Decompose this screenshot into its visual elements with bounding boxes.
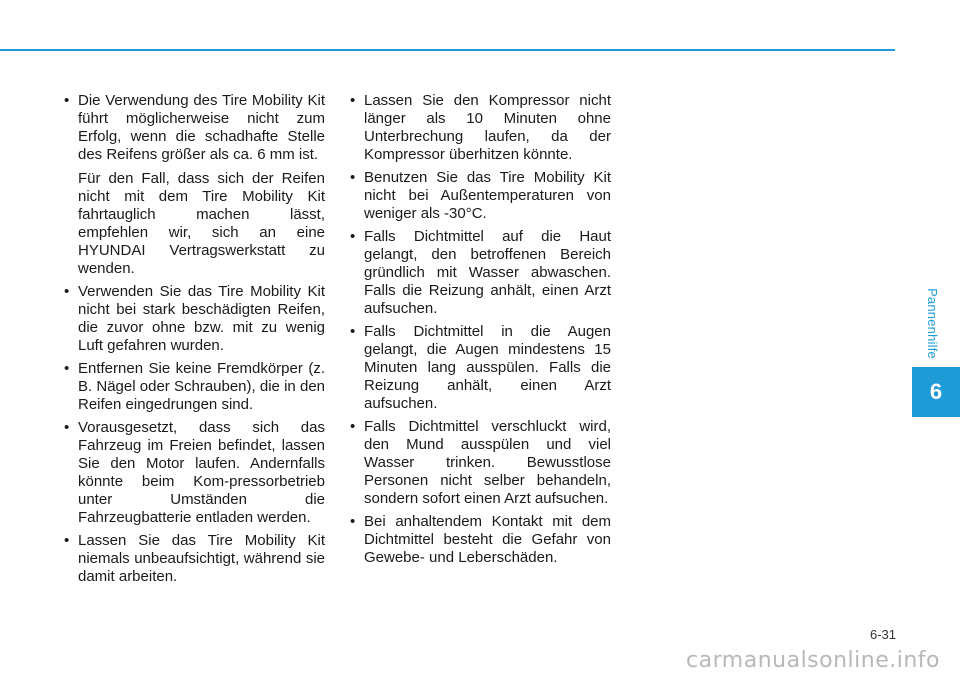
chapter-tab (912, 367, 960, 417)
bullet-paragraph: • Lassen Sie das Tire Mobility Kit niemals unbeaufsichtigt, während sie damit arbeiten. (78, 532, 325, 585)
bullet-paragraph: • Bei anhaltendem Kontakt mit dem Dichtmittel besteht die Gefahr von Gewebe- und Leberschäden. (364, 513, 611, 566)
left-bullet-list (64, 92, 325, 586)
bullet-item (64, 532, 325, 586)
bullet-item (350, 169, 611, 223)
bullet-paragraph: • Entfernen Sie keine Fremdkörper (z. B. Nägel oder Schrauben), die in den Reifen eingedrungen sind. (78, 360, 325, 413)
bullet-paragraph: • Lassen Sie den Kompressor nicht länger als 10 Minuten ohne Unterbrechung laufen, da der Kompressor überhitzen könnte. (364, 92, 611, 163)
bullet-paragraph: • Falls Dichtmittel in die Augen gelangt, die Augen mindestens 15 Minuten lang ausspülen. Falls die Reizung anhält, einen Arzt aufsuchen. (364, 323, 611, 412)
bullet-paragraph: • Die Verwendung des Tire Mobility Kit führt möglicherweise nicht zum Erfolg, wenn die schadhafte Stelle des Reifens größer als ca. 6 mm ist. (78, 92, 325, 163)
right-column (350, 92, 611, 572)
page-number: 6-31 (869, 627, 896, 642)
bullet-item (64, 283, 325, 355)
header-rule (0, 49, 895, 51)
bullet-item (350, 513, 611, 567)
bullet-item (350, 418, 611, 508)
bullet-item (64, 419, 325, 527)
bullet-item (64, 92, 325, 278)
bullet-paragraph: • Verwenden Sie das Tire Mobility Kit nicht bei stark beschädigten Reifen, die zuvor ohne bzw. mit zu wenig Luft gefahren wurden. (78, 283, 325, 354)
left-column (64, 92, 325, 591)
bullet-paragraph: • Vorausgesetzt, dass sich das Fahrzeug im Freien befindet, lassen Sie den Motor laufen. Andernfalls könnte beim Kom-pressorbetrieb unter Umständen die Fahrzeugbatterie entladen werden. (78, 419, 325, 526)
bullet-paragraph: Für den Fall, dass sich der Reifen nicht mit dem Tire Mobility Kit fahrtauglich machen lässt, empfehlen wir, sich an eine HYUNDAI Vertragswerkstatt zu wenden. (78, 170, 325, 277)
bullet-paragraph: • Falls Dichtmittel auf die Haut gelangt, den betroffenen Bereich gründlich mit Wasser abwaschen. Falls die Reizung anhält, einen Arzt aufsuchen. (364, 228, 611, 317)
bullet-item (350, 92, 611, 164)
bullet-item (350, 323, 611, 413)
bullet-paragraph: • Benutzen Sie das Tire Mobility Kit nicht bei Außentemperaturen von weniger als -30°C. (364, 169, 611, 222)
right-bullet-list (350, 92, 611, 567)
bullet-item (64, 360, 325, 414)
bullet-paragraph: • Falls Dichtmittel verschluckt wird, den Mund ausspülen und viel Wasser trinken. Bewusstlose Personen nicht selber behandeln, sondern sofort einen Arzt aufsuchen. (364, 418, 611, 507)
section-tab-label (920, 287, 944, 359)
bullet-item (350, 228, 611, 318)
section-name: Pannenhilfe (924, 287, 940, 359)
watermark: carmanualsonline.info (686, 648, 940, 673)
chapter-number: 6 (929, 379, 943, 404)
